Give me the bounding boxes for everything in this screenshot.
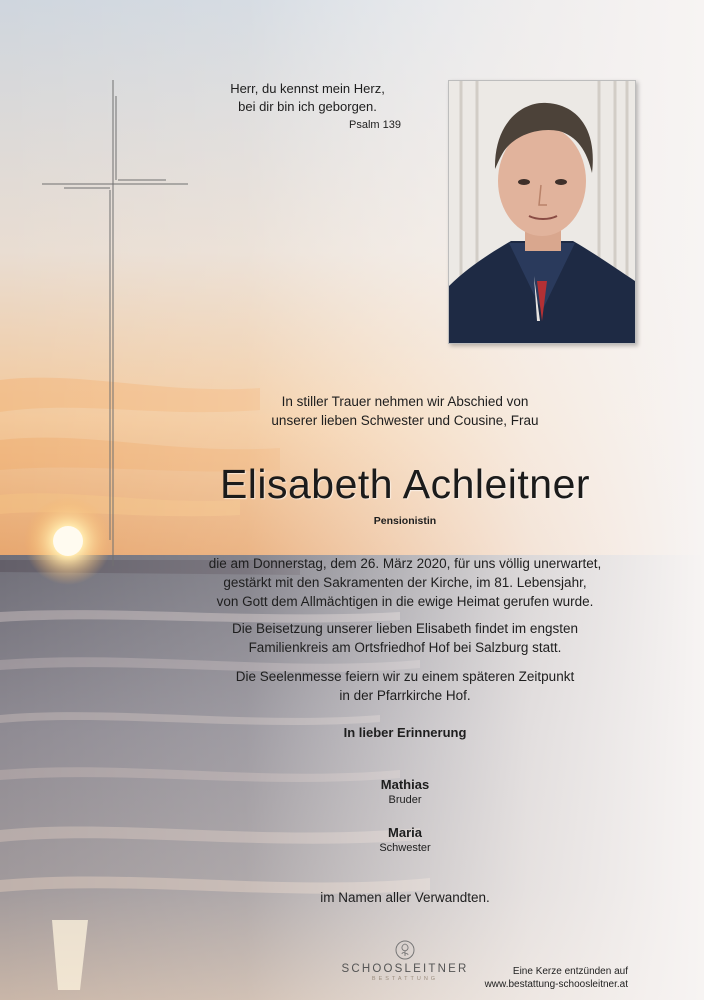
announcement-line-1: die am Donnerstag, dem 26. März 2020, für uns völlig unerwartet, [208,556,602,571]
intro-text [190,392,620,430]
psalm-line-1: Herr, du kennst mein Herz, [230,81,385,96]
portrait-photo [448,80,636,344]
intro-line-1: In stiller Trauer nehmen wir Abschied von [281,394,529,409]
burial-line-2: Familienkreis am Ortsfriedhof Hof bei Salzburg statt. [248,640,562,655]
announcement-paragraph [190,554,620,611]
deceased-name: Elisabeth Achleitner [219,461,591,507]
burial-line-1: Die Beisetzung unserer lieben Elisabeth findet im engsten [232,621,578,636]
intro-line-2: unserer lieben Schwester und Cousine, Frau [271,413,539,428]
rose-icon [395,940,415,960]
psalm-reference: Psalm 139 [349,119,401,131]
funeral-home-name: SCHOOSLEITNER [341,963,469,975]
funeral-home-subtitle: BESTATTUNG [371,976,439,982]
mourner-name: Maria [388,825,422,840]
website-link[interactable]: www.bestattung-schoosleitner.at [484,979,628,990]
announcement-line-3: von Gott dem Allmächtigen in die ewige Heimat gerufen wurde. [216,594,594,609]
candle-notice [478,965,628,991]
funeral-home-logo [330,940,480,982]
mourner-relation: Bruder [388,794,422,806]
psalm-quote [195,80,420,116]
mourner-name: Mathias [380,777,430,792]
memory-heading: In lieber Erinnerung [343,725,467,740]
mass-line-2: in der Pfarrkirche Hof. [339,688,471,703]
announcement-line-2: gestärkt mit den Sakramenten der Kirche, im 81. Lebensjahr, [223,575,587,590]
burial-paragraph [190,619,620,657]
mourner-relation: Schwester [379,842,431,854]
portrait-image [449,81,635,343]
family-closing: im Namen aller Verwandten. [320,890,490,905]
mass-paragraph [190,667,620,705]
psalm-line-2: bei dir bin ich geborgen. [238,99,377,114]
deceased-occupation: Pensionistin [373,515,437,527]
candle-text: Eine Kerze entzünden auf [512,966,628,977]
mass-line-1: Die Seelenmesse feiern wir zu einem späteren Zeitpunkt [235,669,575,684]
